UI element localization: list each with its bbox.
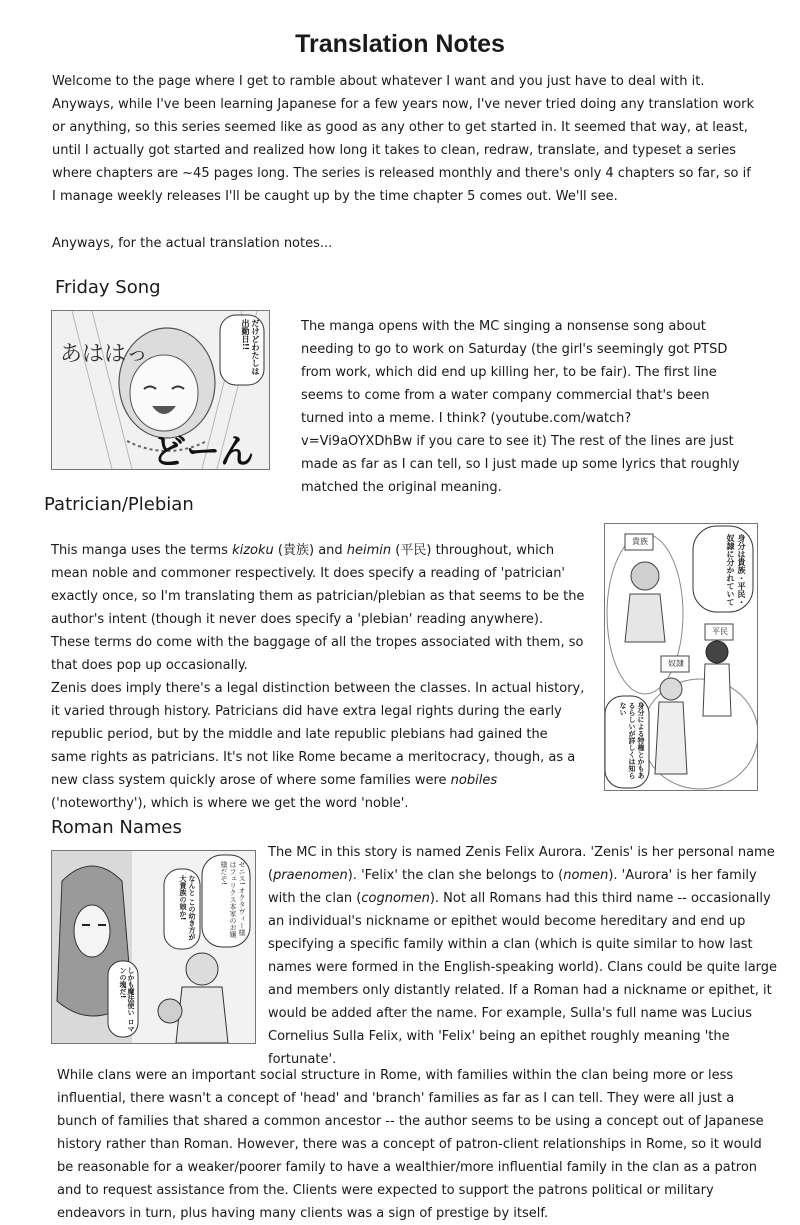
friday-song-paragraph: The manga opens with the MC singing a nonsense song about needing to go to work on Saturday (the girl's seemingly got PTSD from work, which did end up killing her, to be fair). The first line seems to come from a water company commercial that's been turned into a meme. I think? (youtube.com/watch?v=Vi9aOYXDhBw if you care to see it) The rest of the lines are just made as far as I can tell, so I just made up some lyrics that roughly matched the original meaning. [301,319,740,495]
term-kizoku: kizoku [232,543,274,558]
term-heimin: heimin [346,543,392,558]
speech-bubble-zenis: ゼニス! オクタヴィー様はフェリクス本家のお嬢様だぞ! [220,861,246,938]
roman-names-paragraph-2: While clans were an important social structure in Rome, with families within the clan being more or less influential, there wasn't a concept of 'head' and 'branch' families as far as I can tell. They were all just a bunch of families that shared a common ancestor -- the author seems to be using a concept out of Japanese history rather than Roman. However, there was a concept of patron-client relationships in Rome, so it would be reasonable for a weaker/poorer family to have a wealthier/more influential family in the clan as a patron and to request assistance from the. Clients were expected to support the patrons political or military endeavors in turn, plus having many clients was a sign of prestige by itself. [57,1068,764,1221]
label-commoner: 平民 [712,627,728,636]
patrician-paragraph-1: This manga uses the terms kizoku (貴族) and heimin (平民) throughout, which mean noble and commoner respectively. It does specify a reading of 'patrician' exactly once, so I'm translating them as patrician/plebian as that seems to be the author's intent (though it never does specify a 'plebian' reading anywhere). These terms do come with the baggage of all the tropes associated with them, so that does pop up occasionally. [51,543,585,673]
page-title: Translation Notes [295,30,505,58]
section-heading-friday-song: Friday Song [55,277,161,298]
section-heading-patrician-plebian: Patrician/Plebian [44,494,194,515]
speech-bubble-text: だけどわたしは出勤日!! [241,319,260,375]
term-cognomen: cognomen [361,891,430,906]
speech-bubble-magic-user: しかも魔法使い ロマンの塊だ! [119,967,135,1033]
speech-bubble-classes: 身分は貴族・平民・奴隷に分かれていて [726,534,746,606]
label-noble: 貴族 [632,537,648,546]
term-nobiles: nobiles [450,773,498,788]
manga-panel-class-system [604,523,758,791]
manga-panel-roman-names [51,850,256,1044]
intro-paragraph: Welcome to the page where I get to ramble about whatever I want and you just have to deal with it. Anyways, while I've been learning Japanese for a few years now, I've never tried doing any translation work or anything, so this series seemed like as good as any other to get started in. It seemed that way, at least, until I actually got started and realized how long it takes to clean, redraw, translate, and typeset a series where chapters are ~45 pages long. The series is released monthly and there's only 4 chapters so far, so if I manage weekly releases I'll be caught up by the time chapter 5 comes out. We'll see. [52,74,755,204]
section-heading-roman-names: Roman Names [51,817,182,838]
sfx-laugh-text: あははっ [60,342,149,367]
sfx-don-text: どーん [152,432,254,469]
patrician-paragraph-2: Zenis does imply there's a legal distinction between the classes. In actual history, it varied through history. Patricians did have extra legal rights during the early republic period, but by the middle and late republic plebians had gained the same rights as patricians. It's not like Rome became a meritocracy, though, as a new class system quickly arose of where some families were nobiles ('noteworthy'), which is where we get the word 'noble'. [51,681,585,811]
intro-transition: Anyways, for the actual translation notes... [52,236,333,251]
term-praenomen: praenomen [273,868,348,883]
manga-panel-friday-song [51,310,270,470]
speech-bubble-noble-daughter: なんと この幼き方が 大貴族の娘か! [179,875,196,941]
label-slave: 奴隷 [668,659,684,668]
roman-names-paragraph-1: The MC in this story is named Zenis Felix Aurora. 'Zenis' is her personal name (praenomen). 'Felix' the clan she belongs to (nomen). 'Aurora' is her family with the clan (cognomen). Not all Romans had this third name -- occasionally an individual's nickname or epithet would become hereditary and end up specifying a specific family within a clan (which is quite similar to how last names were formed in the English-speaking world). Clans could be quite large and members only distantly related. If a Roman had a nickname or epithet, it would be added after the name. For example, Sulla's full name was Lucius Cornelius Sulla Felix, with 'Felix' being an epithet roughly meaning 'the fortunate'. [268,845,778,1067]
term-nomen: nomen [563,868,609,883]
speech-bubble-privileges: 身分による特権とかもあるらしいが詳しくは知らない [619,702,645,779]
